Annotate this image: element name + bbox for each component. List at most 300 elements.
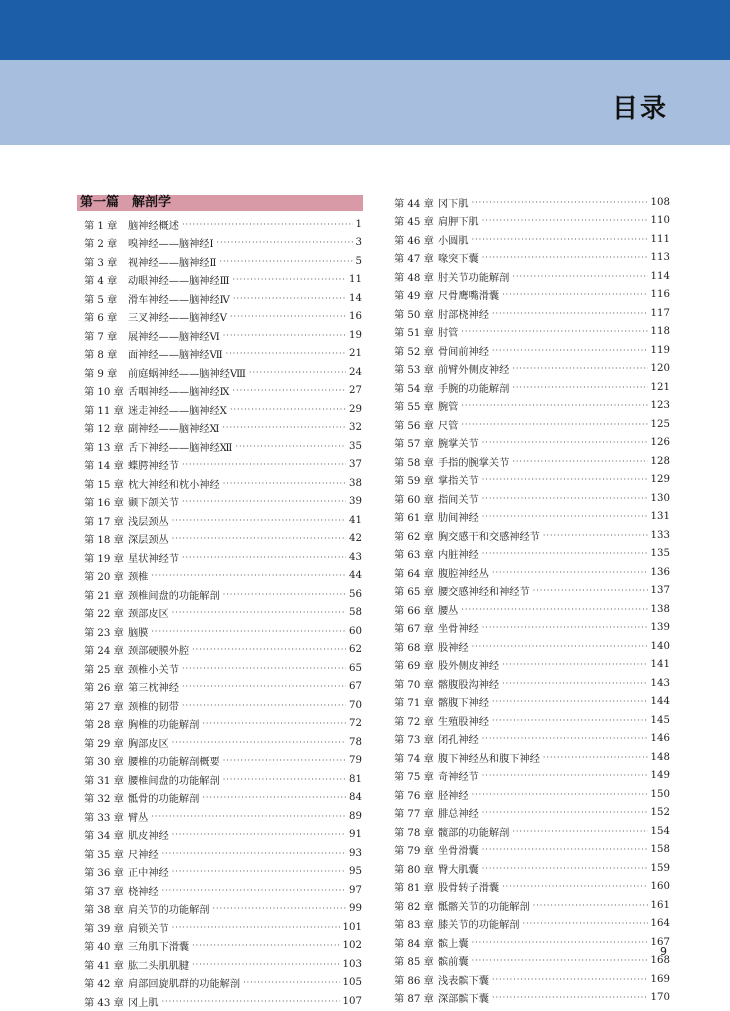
toc-entry[interactable] [394, 508, 670, 527]
chapter-title: 骶骨的功能解剖 [128, 794, 200, 806]
chapter-title: 颈椎间盘的功能解剖 [128, 590, 220, 602]
chapter-page: 161 [650, 899, 670, 911]
chapter-title: 深层颈丛 [128, 535, 169, 547]
dot-leader [151, 812, 346, 821]
chapter-page: 16 [349, 311, 362, 323]
toc-entry[interactable] [84, 308, 362, 327]
toc-entry[interactable] [394, 915, 670, 934]
chapter-page: 141 [650, 659, 670, 671]
chapter-title: 深部髌下囊 [438, 994, 489, 1006]
chapter-title: 肋间神经 [438, 513, 479, 525]
toc-entry[interactable] [84, 789, 362, 808]
toc-entry[interactable] [84, 844, 362, 863]
chapter-number: 第 49 章 [394, 291, 434, 303]
chapter-number: 第 54 章 [394, 383, 434, 395]
chapter-title: 面神经——脑神经Ⅶ [128, 350, 223, 362]
toc-entry[interactable] [394, 748, 670, 767]
chapter-number: 第 29 章 [84, 738, 124, 750]
toc-entry[interactable] [84, 382, 362, 401]
chapter-title: 臂丛 [128, 812, 149, 824]
toc-entry[interactable] [84, 770, 362, 789]
dot-leader [482, 494, 648, 503]
dot-leader [472, 235, 648, 244]
chapter-title: 冈上肌 [128, 997, 159, 1009]
toc-entry[interactable] [84, 678, 362, 697]
chapter-page: 65 [349, 662, 362, 674]
chapter-title: 视神经——脑神经Ⅱ [128, 257, 217, 269]
chapter-number: 第 37 章 [84, 886, 124, 898]
toc-entry[interactable] [84, 252, 362, 271]
toc-entry[interactable] [394, 397, 670, 416]
toc-entry[interactable] [84, 900, 362, 919]
chapter-number: 第 24 章 [84, 646, 124, 658]
chapter-page: 143 [650, 677, 670, 689]
chapter-title: 腰交感神经和神经节 [438, 587, 530, 599]
dot-leader [482, 438, 648, 447]
toc-entry[interactable] [84, 826, 362, 845]
chapter-page: 110 [650, 215, 670, 227]
chapter-page: 72 [349, 718, 362, 730]
chapter-number: 第 39 章 [84, 923, 124, 935]
chapter-page: 103 [342, 958, 362, 970]
chapter-number: 第 68 章 [394, 642, 434, 654]
toc-entry[interactable] [84, 271, 362, 290]
chapter-page: 170 [650, 992, 670, 1004]
dot-leader [230, 312, 346, 321]
chapter-page: 111 [650, 233, 670, 245]
dot-leader [492, 697, 648, 706]
chapter-title: 动眼神经——脑神经Ⅲ [128, 276, 230, 288]
toc-entry[interactable] [394, 582, 670, 601]
chapter-title: 臀大肌囊 [438, 864, 479, 876]
chapter-page: 56 [349, 588, 362, 600]
chapter-page: 93 [349, 847, 362, 859]
toc-entry[interactable] [394, 304, 670, 323]
toc-entry[interactable] [394, 249, 670, 268]
chapter-page: 60 [349, 625, 362, 637]
chapter-title: 尺骨鹰嘴滑囊 [438, 291, 500, 303]
chapter-number: 第 52 章 [394, 346, 434, 358]
toc-entry[interactable] [84, 456, 362, 475]
chapter-title: 迷走神经——脑神经Ⅹ [128, 405, 227, 417]
dot-leader [151, 627, 346, 636]
chapter-page: 159 [650, 862, 670, 874]
chapter-number: 第 33 章 [84, 812, 124, 824]
chapter-number: 第 71 章 [394, 698, 434, 710]
toc-entry[interactable] [394, 656, 670, 675]
toc-entry[interactable] [394, 341, 670, 360]
chapter-title: 胸交感干和交感神经节 [438, 531, 540, 543]
chapter-title: 股外侧皮神经 [438, 661, 500, 673]
chapter-page: 21 [349, 348, 362, 360]
dot-leader [223, 331, 346, 340]
chapter-page: 105 [342, 977, 362, 989]
chapter-title: 腰椎间盘的功能解剖 [128, 775, 220, 787]
toc-entry[interactable] [394, 323, 670, 342]
chapter-page: 137 [650, 585, 670, 597]
chapter-title: 正中神经 [128, 868, 169, 880]
dot-leader [172, 923, 340, 932]
dot-leader [492, 346, 648, 355]
toc-entry[interactable] [84, 863, 362, 882]
chapter-number: 第 35 章 [84, 849, 124, 861]
dot-leader [217, 238, 353, 247]
toc-entry[interactable] [84, 474, 362, 493]
chapter-number: 第 38 章 [84, 905, 124, 917]
chapter-page: 41 [349, 514, 362, 526]
toc-entry[interactable] [394, 471, 670, 490]
toc-entry[interactable] [394, 526, 670, 545]
toc-entry[interactable] [394, 267, 670, 286]
dot-leader [182, 701, 346, 710]
chapter-page: 139 [650, 622, 670, 634]
chapter-title: 胸椎的功能解剖 [128, 720, 200, 732]
chapter-page: 119 [650, 344, 670, 356]
dot-leader [502, 679, 647, 688]
chapter-page: 108 [650, 196, 670, 208]
dot-leader [235, 442, 346, 451]
toc-entry[interactable] [394, 619, 670, 638]
toc-entry[interactable] [394, 193, 670, 212]
dot-leader [172, 534, 346, 543]
toc-entry[interactable] [394, 415, 670, 434]
page-number: 9 [660, 945, 667, 958]
dot-leader [182, 553, 346, 562]
chapter-title: 桡神经 [128, 886, 159, 898]
chapter-page: 152 [650, 807, 670, 819]
chapter-page: 81 [349, 773, 362, 785]
chapter-number: 第 21 章 [84, 590, 124, 602]
toc-entry[interactable] [394, 822, 670, 841]
toc-entry[interactable] [394, 767, 670, 786]
chapter-number: 第 84 章 [394, 938, 434, 950]
chapter-title: 肩部回旋肌群的功能解剖 [128, 979, 241, 991]
chapter-title: 腰丛 [438, 605, 459, 617]
dot-leader [192, 645, 346, 654]
chapter-number: 第 1 章 [84, 220, 118, 232]
chapter-title: 胫神经 [438, 790, 469, 802]
toc-entry[interactable] [394, 693, 670, 712]
dot-leader [543, 531, 648, 540]
toc-entry[interactable] [84, 955, 362, 974]
chapter-title: 肌皮神经 [128, 831, 169, 843]
chapter-title: 浅层颈丛 [128, 516, 169, 528]
dot-leader [492, 716, 648, 725]
chapter-page: 99 [349, 903, 362, 915]
toc-entry[interactable] [394, 452, 670, 471]
toc-entry[interactable] [84, 807, 362, 826]
dot-leader [512, 457, 647, 466]
dot-leader [492, 568, 648, 577]
dot-leader [233, 275, 347, 284]
part-header: 第一篇 解剖学 [77, 195, 363, 211]
chapter-title: 肘部桡神经 [438, 309, 489, 321]
chapter-page: 67 [349, 681, 362, 693]
dot-leader [461, 605, 647, 614]
dot-leader [219, 257, 352, 266]
dot-leader [172, 830, 346, 839]
chapter-title: 前庭蜗神经——脑神经Ⅷ [128, 368, 246, 380]
chapter-page: 84 [349, 792, 362, 804]
toc-entry[interactable] [394, 970, 670, 989]
chapter-page: 89 [349, 810, 362, 822]
toc-entry[interactable] [394, 434, 670, 453]
dot-leader [172, 738, 346, 747]
chapter-title: 骶髂关节的功能解剖 [438, 901, 530, 913]
chapter-number: 第 23 章 [84, 627, 124, 639]
chapter-number: 第 12 章 [84, 424, 124, 436]
chapter-page: 24 [349, 366, 362, 378]
toc-entry[interactable] [394, 785, 670, 804]
dot-leader [482, 549, 648, 558]
chapter-number: 第 3 章 [84, 257, 118, 269]
chapter-number: 第 16 章 [84, 498, 124, 510]
dot-leader [482, 808, 648, 817]
chapter-page: 125 [650, 418, 670, 430]
toc-entry[interactable] [394, 545, 670, 564]
dot-leader [482, 845, 648, 854]
chapter-page: 121 [650, 381, 670, 393]
dot-leader [482, 864, 648, 873]
chapter-number: 第 28 章 [84, 720, 124, 732]
toc-entry[interactable] [84, 419, 362, 438]
chapter-number: 第 58 章 [394, 457, 434, 469]
toc-entry[interactable] [84, 400, 362, 419]
dot-leader [461, 420, 647, 429]
toc-entry[interactable] [84, 289, 362, 308]
toc-entry[interactable] [394, 378, 670, 397]
dot-leader [512, 272, 647, 281]
chapter-title: 颈部硬膜外腔 [128, 646, 190, 658]
chapter-title: 舌下神经——脑神经Ⅻ [128, 442, 233, 454]
dot-leader [512, 364, 647, 373]
dot-leader [202, 719, 346, 728]
chapter-title: 腕掌关节 [438, 439, 479, 451]
chapter-title: 肘管 [438, 328, 459, 340]
chapter-title: 髋部的功能解剖 [438, 827, 510, 839]
toc-entry[interactable] [84, 326, 362, 345]
chapter-title: 颈部皮区 [128, 609, 169, 621]
chapter-number: 第 9 章 [84, 368, 118, 380]
chapter-page: 129 [650, 474, 670, 486]
chapter-title: 奇神经节 [438, 772, 479, 784]
chapter-title: 髌前囊 [438, 957, 469, 969]
chapter-page: 5 [355, 255, 362, 267]
toc-entry[interactable] [394, 212, 670, 231]
chapter-title: 脑神经概述 [128, 220, 179, 232]
toc-entry[interactable] [84, 437, 362, 456]
chapter-number: 第 53 章 [394, 365, 434, 377]
dot-leader [472, 790, 648, 799]
chapter-number: 第 2 章 [84, 239, 118, 251]
toc-entry[interactable] [394, 360, 670, 379]
toc-entry[interactable] [84, 659, 362, 678]
toc-entry[interactable] [84, 641, 362, 660]
toc-entry[interactable] [394, 637, 670, 656]
toc-entry[interactable] [394, 600, 670, 619]
chapter-page: 37 [349, 459, 362, 471]
toc-entry[interactable] [84, 992, 362, 1011]
toc-entry[interactable] [394, 933, 670, 952]
chapter-number: 第 45 章 [394, 217, 434, 229]
chapter-number: 第 11 章 [84, 405, 124, 417]
toc-entry[interactable] [394, 878, 670, 897]
chapter-page: 29 [349, 403, 362, 415]
chapter-title: 副神经——脑神经Ⅺ [128, 424, 220, 436]
chapter-number: 第 70 章 [394, 679, 434, 691]
toc-entry[interactable] [84, 622, 362, 641]
chapter-title: 髂腹股沟神经 [438, 679, 500, 691]
toc-entry[interactable] [84, 215, 362, 234]
toc-entry[interactable] [84, 604, 362, 623]
toc-entry[interactable] [84, 881, 362, 900]
chapter-page: 169 [650, 973, 670, 985]
toc-entry[interactable] [84, 752, 362, 771]
chapter-number: 第 65 章 [394, 587, 434, 599]
dot-leader [482, 512, 648, 521]
chapter-number: 第 7 章 [84, 331, 118, 343]
chapter-page: 144 [650, 696, 670, 708]
chapter-page: 44 [349, 570, 362, 582]
dot-leader [223, 756, 346, 765]
toc-entry[interactable] [394, 896, 670, 915]
toc-entry[interactable] [394, 230, 670, 249]
chapter-title: 颈椎 [128, 572, 149, 584]
chapter-number: 第 42 章 [84, 979, 124, 991]
toc-entry[interactable] [84, 548, 362, 567]
toc-entry[interactable] [394, 711, 670, 730]
toc-entry[interactable] [84, 567, 362, 586]
chapter-page: 14 [349, 292, 362, 304]
chapter-title: 蝶腭神经节 [128, 461, 179, 473]
chapter-page: 116 [650, 289, 670, 301]
chapter-page: 130 [650, 492, 670, 504]
toc-entry[interactable] [394, 730, 670, 749]
toc-entry[interactable] [84, 696, 362, 715]
chapter-number: 第 47 章 [394, 254, 434, 266]
chapter-page: 32 [349, 422, 362, 434]
toc-entry[interactable] [84, 937, 362, 956]
chapter-title: 第三枕神经 [128, 683, 179, 695]
chapter-number: 第 60 章 [394, 494, 434, 506]
chapter-number: 第 18 章 [84, 535, 124, 547]
chapter-page: 58 [349, 607, 362, 619]
toc-entry[interactable] [84, 530, 362, 549]
chapter-page: 101 [342, 921, 362, 933]
chapter-number: 第 30 章 [84, 757, 124, 769]
toc-entry[interactable] [84, 345, 362, 364]
chapter-number: 第 78 章 [394, 827, 434, 839]
dot-leader [223, 775, 346, 784]
chapter-title: 颞下颌关节 [128, 498, 179, 510]
toc-entry[interactable] [84, 511, 362, 530]
dot-leader [182, 497, 346, 506]
toc-entry[interactable] [84, 363, 362, 382]
toc-entry[interactable] [394, 563, 670, 582]
chapter-number: 第 63 章 [394, 550, 434, 562]
toc-left-column [84, 215, 362, 1011]
chapter-title: 股骨转子滑囊 [438, 883, 500, 895]
toc-entry[interactable] [84, 918, 362, 937]
dot-leader [512, 383, 647, 392]
toc-entry[interactable] [394, 674, 670, 693]
dot-leader [543, 753, 648, 762]
chapter-page: 146 [650, 733, 670, 745]
chapter-title: 喙突下囊 [438, 254, 479, 266]
chapter-page: 123 [650, 400, 670, 412]
chapter-page: 140 [650, 640, 670, 652]
dot-leader [502, 290, 647, 299]
chapter-page: 138 [650, 603, 670, 615]
toc-entry[interactable] [84, 733, 362, 752]
toc-entry[interactable] [84, 493, 362, 512]
chapter-title: 舌咽神经——脑神经Ⅸ [128, 387, 230, 399]
chapter-number: 第 59 章 [394, 476, 434, 488]
toc-entry[interactable] [394, 804, 670, 823]
chapter-page: 168 [650, 955, 670, 967]
chapter-page: 148 [650, 751, 670, 763]
dot-leader [233, 294, 346, 303]
chapter-page: 3 [355, 237, 362, 249]
dot-leader [162, 997, 340, 1006]
chapter-number: 第 26 章 [84, 683, 124, 695]
dot-leader [223, 590, 346, 599]
chapter-title: 膝关节的功能解剖 [438, 920, 520, 932]
dot-leader [482, 771, 648, 780]
toc-entry[interactable] [394, 489, 670, 508]
chapter-number: 第 56 章 [394, 420, 434, 432]
toc-entry[interactable] [394, 989, 670, 1008]
page-title: 目录 [611, 94, 668, 124]
chapter-number: 第 72 章 [394, 716, 434, 728]
chapter-page: 117 [650, 307, 670, 319]
dot-leader [182, 664, 346, 673]
chapter-title: 坐骨滑囊 [438, 846, 479, 858]
chapter-number: 第 80 章 [394, 864, 434, 876]
dot-leader [249, 368, 346, 377]
chapter-number: 第 77 章 [394, 809, 434, 821]
dot-leader [182, 220, 353, 229]
chapter-title: 浅表髌下囊 [438, 975, 489, 987]
chapter-page: 107 [342, 995, 362, 1007]
toc-entry[interactable] [394, 952, 670, 971]
toc-entry[interactable] [394, 286, 670, 305]
chapter-number: 第 14 章 [84, 461, 124, 473]
chapter-page: 136 [650, 566, 670, 578]
dot-leader [172, 608, 346, 617]
dot-leader [482, 253, 648, 262]
toc-entry[interactable] [394, 841, 670, 860]
chapter-title: 髌上囊 [438, 938, 469, 950]
dot-leader [482, 475, 648, 484]
chapter-number: 第 44 章 [394, 198, 434, 210]
chapter-number: 第 61 章 [394, 513, 434, 525]
dot-leader [223, 479, 346, 488]
dot-leader [461, 401, 647, 410]
toc-entry[interactable] [84, 234, 362, 253]
chapter-page: 102 [342, 940, 362, 952]
dot-leader [172, 516, 346, 525]
chapter-number: 第 40 章 [84, 942, 124, 954]
chapter-number: 第 15 章 [84, 479, 124, 491]
toc-entry[interactable] [84, 585, 362, 604]
chapter-page: 118 [650, 326, 670, 338]
chapter-title: 肱二头肌肌腱 [128, 960, 190, 972]
chapter-title: 股神经 [438, 642, 469, 654]
toc-entry[interactable] [84, 715, 362, 734]
chapter-title: 手腕的功能解剖 [438, 383, 510, 395]
toc-entry[interactable] [394, 859, 670, 878]
